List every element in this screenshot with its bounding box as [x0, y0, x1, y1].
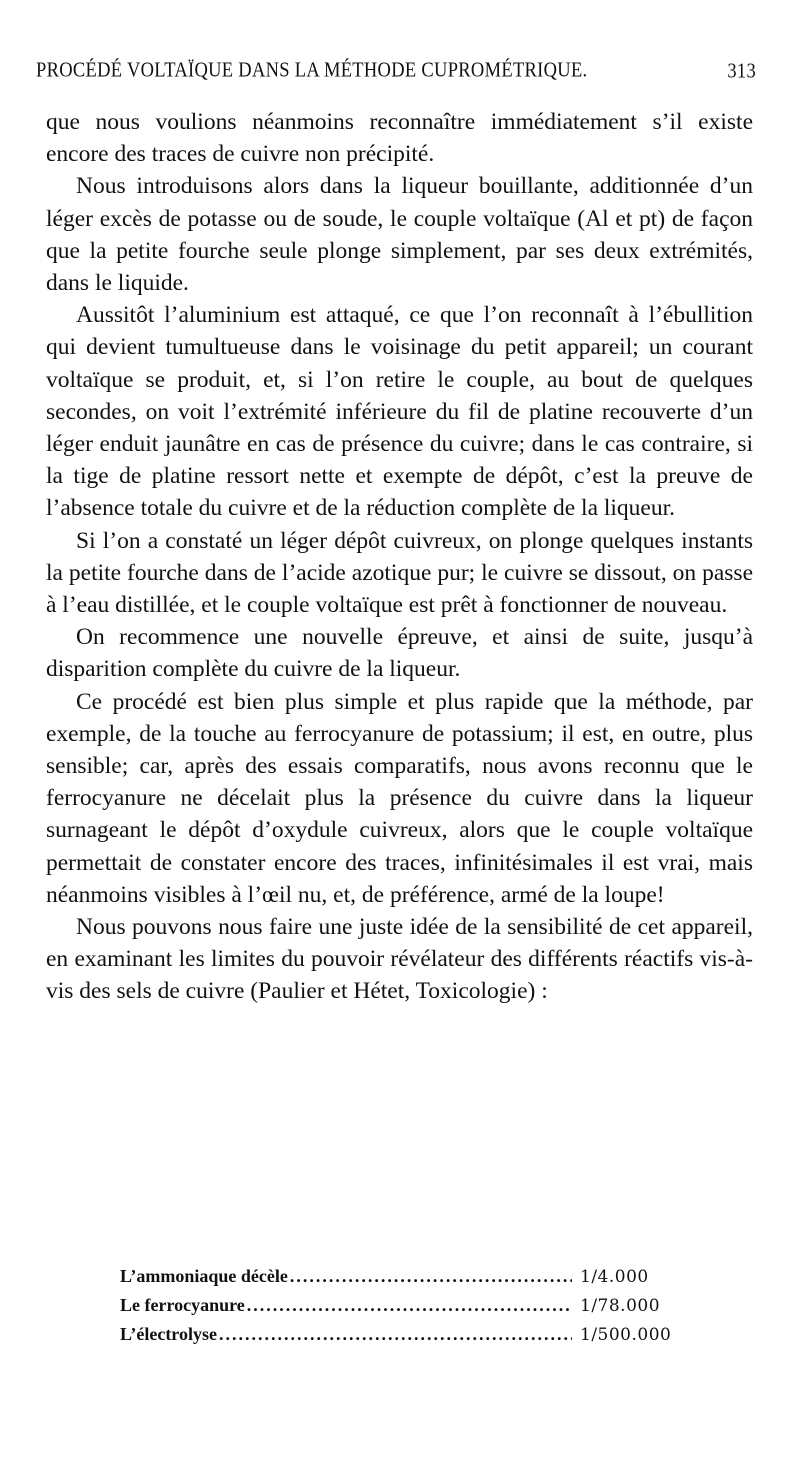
paragraph: Nous introduisons alors dans la liqueur bouillante, additionnée d’un léger excès de potasse ou de soude, le couple voltaïque (Al et pt) de façon que la petite fourche seule plonge simplement, par ses deux extrémités, dans le liquide.: [46, 173, 753, 297]
sensitivity-value: 1/78.000: [580, 1296, 661, 1316]
dot-leader: [219, 1320, 572, 1348]
running-header: [36, 59, 756, 92]
paragraph-continuation: que nous voulions néanmoins reconnaître immédiatement s’il existe encore des traces de cuivre non précipité.: [46, 109, 753, 168]
sensitivity-value: 1/500.000: [580, 1325, 672, 1345]
table-row: [120, 1291, 680, 1320]
reagent-label: Le ferrocyanure: [120, 1295, 245, 1315]
paragraph: On recommence une nouvelle épreuve, et ainsi de suite, jusqu’à disparition complète du cuivre de la liqueur.: [46, 624, 753, 683]
sensitivity-value: 1/4.000: [580, 1267, 649, 1287]
reagent-label: L’électrolyse: [120, 1324, 217, 1344]
paragraph: Si l’on a constaté un léger dépôt cuivreux, on plonge quelques instants la petite fourche dans de l’acide azotique pur; le cuivre se dissout, on passe à l’eau distillée, et le couple voltaïque est prêt à fonctionner de nouveau.: [46, 527, 753, 619]
dot-leader: [247, 1291, 572, 1319]
sensitivity-table: [120, 1262, 680, 1349]
body-text: [46, 106, 753, 1008]
dot-leader: [290, 1262, 572, 1290]
reagent-label: L’ammoniaque décèle: [120, 1266, 288, 1286]
table-row: [120, 1320, 680, 1349]
paragraph: Nous pouvons nous faire une juste idée de la sensibilité de cet appareil, en examinant les limites du pouvoir révélateur des différents réactifs vis-à-vis des sels de cuivre (Paulier et Hétet, Toxicologie) :: [46, 914, 753, 1005]
paragraph: Ce procédé est bien plus simple et plus rapide que la méthode, par exemple, de la touche au ferrocyanure de potassium; il est, en outre, plus sensible; car, après des essais comparatifs, nous avons reconnu que le ferrocyanure ne décelait plus la présence du cuivre dans la liqueur surnageant le dépôt d’oxydule cuivreux, alors que le couple voltaïque permettait de constater encore des traces, infinitésimales il est vrai, mais néanmoins visibles à l’œil nu, et, de préférence, armé de la loupe!: [46, 688, 753, 908]
table-row: [120, 1262, 680, 1291]
running-title: PROCÉDÉ VOLTAÏQUE DANS LA MÉTHODE CUPROMÉTRIQUE.: [36, 59, 588, 82]
paragraph: Aussitôt l’aluminium est attaqué, ce que l’on reconnaît à l’ébullition qui devient tumultueuse dans le voisinage du petit appareil; un courant voltaïque se produit, et, si l’on retire le couple, au bout de quelques secondes, on voit l’extrémité inférieure du fil de platine recouverte d’un léger enduit jaunâtre en cas de présence du cuivre; dans le cas contraire, si la tige de platine ressort nette et exempte de dépôt, c’est la preuve de l’absence totale du cuivre et de la réduction complète de la liqueur.: [46, 302, 753, 522]
page-number: 313: [727, 60, 756, 84]
